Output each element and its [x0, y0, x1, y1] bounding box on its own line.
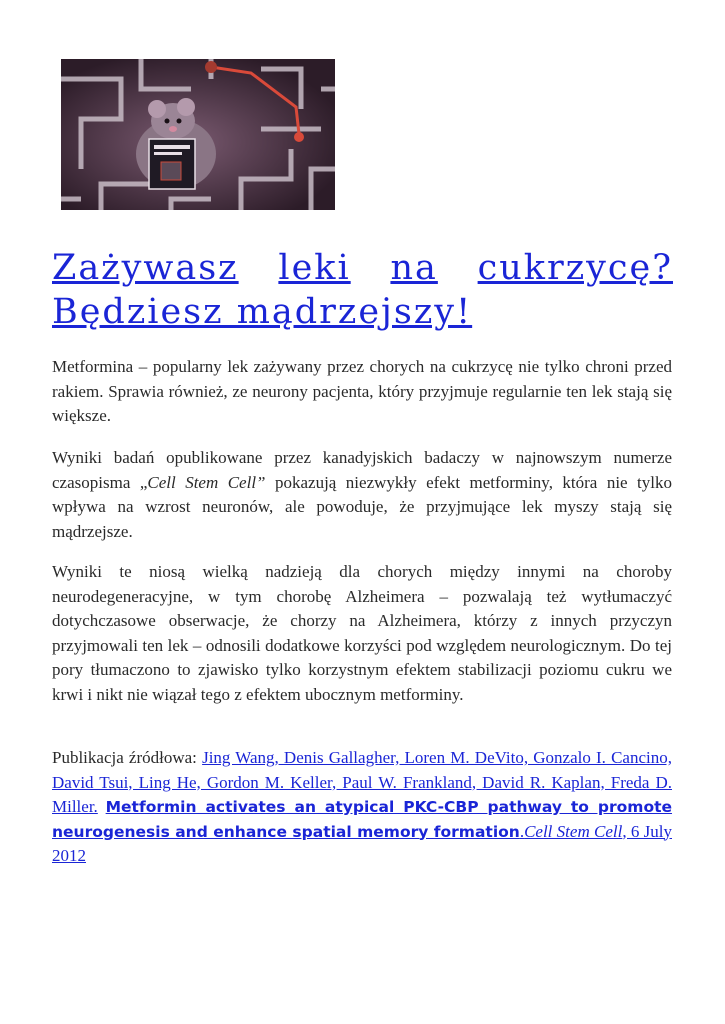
source-dot: . — [519, 821, 525, 841]
source-label: Publikacja źródłowa: — [52, 748, 203, 767]
paragraph-implications: Wyniki te niosą wielką nadzieją dla chorych między innymi na choroby neurodegeneracyjne, w tym chorobę Alzheimera – pozwalają też wytłumaczyć dotychczasowe obserwacje, że chorzy na Alzheimera, którzy z innych przyczyn przyjmowali ten lek – odnosili dodatkowe korzyści pod względem neurologicznym. Do tej pory tłumaczono to zjawisko tylko korzystnym efektem stabilizacji poziomu cukru we krwi i nikt nie wiązał tego z efektem ubocznym metforminy. — [52, 562, 672, 704]
mouse-maze-illustration — [61, 59, 335, 210]
title-word: leki — [278, 248, 351, 288]
source-journal-link[interactable]: Cell Stem Cell — [524, 821, 623, 841]
paragraph-study — [52, 446, 672, 544]
title-word: cukrzycę? — [477, 248, 673, 288]
source-authors-link[interactable]: Jing Wang, Denis Gallagher, Loren M. DeVito, Gonzalo I. Cancino, David Tsui, Ling He, Gordon M. Keller, Paul W. Frankland, David R. Kaplan, Freda D. Miller. — [52, 748, 672, 816]
paragraph-intro: Metformina – popularny lek zażywany przez chorych na cukrzycę nie tylko chroni przed rakiem. Sprawia również, ze neurony pacjenta, który przyjmuje regularnie ten lek stają się większe. — [52, 357, 672, 425]
title-word: Zażywasz — [52, 248, 239, 288]
source-title-link[interactable]: Metformin activates an atypical PKC-CBP pathway to promote neurogenesis and enhance spatial memory formation — [52, 798, 673, 841]
source-date-link[interactable]: , 6 July 2012 — [52, 821, 672, 865]
paragraph-study-text-b: pokazują niezwykły efekt metforminy, która nie tylko wpływa na wzrost neuronów, ale powoduje, że przyjmujące lek myszy stają się mądrzejsze. — [52, 472, 673, 541]
title-line-2: Będziesz mądrzejszy! — [52, 292, 473, 332]
title-line-1 — [52, 246, 673, 290]
paragraph-study-text-a: Wyniki badań opublikowane przez kanadyjskich badaczy w najnowszym numerze czasopisma „ — [52, 448, 672, 492]
title-word: na — [390, 248, 438, 288]
article-title[interactable] — [52, 246, 673, 334]
journal-name: Cell Stem Cell” — [147, 472, 266, 492]
article-hero-image — [61, 59, 335, 210]
source-citation — [52, 746, 672, 869]
